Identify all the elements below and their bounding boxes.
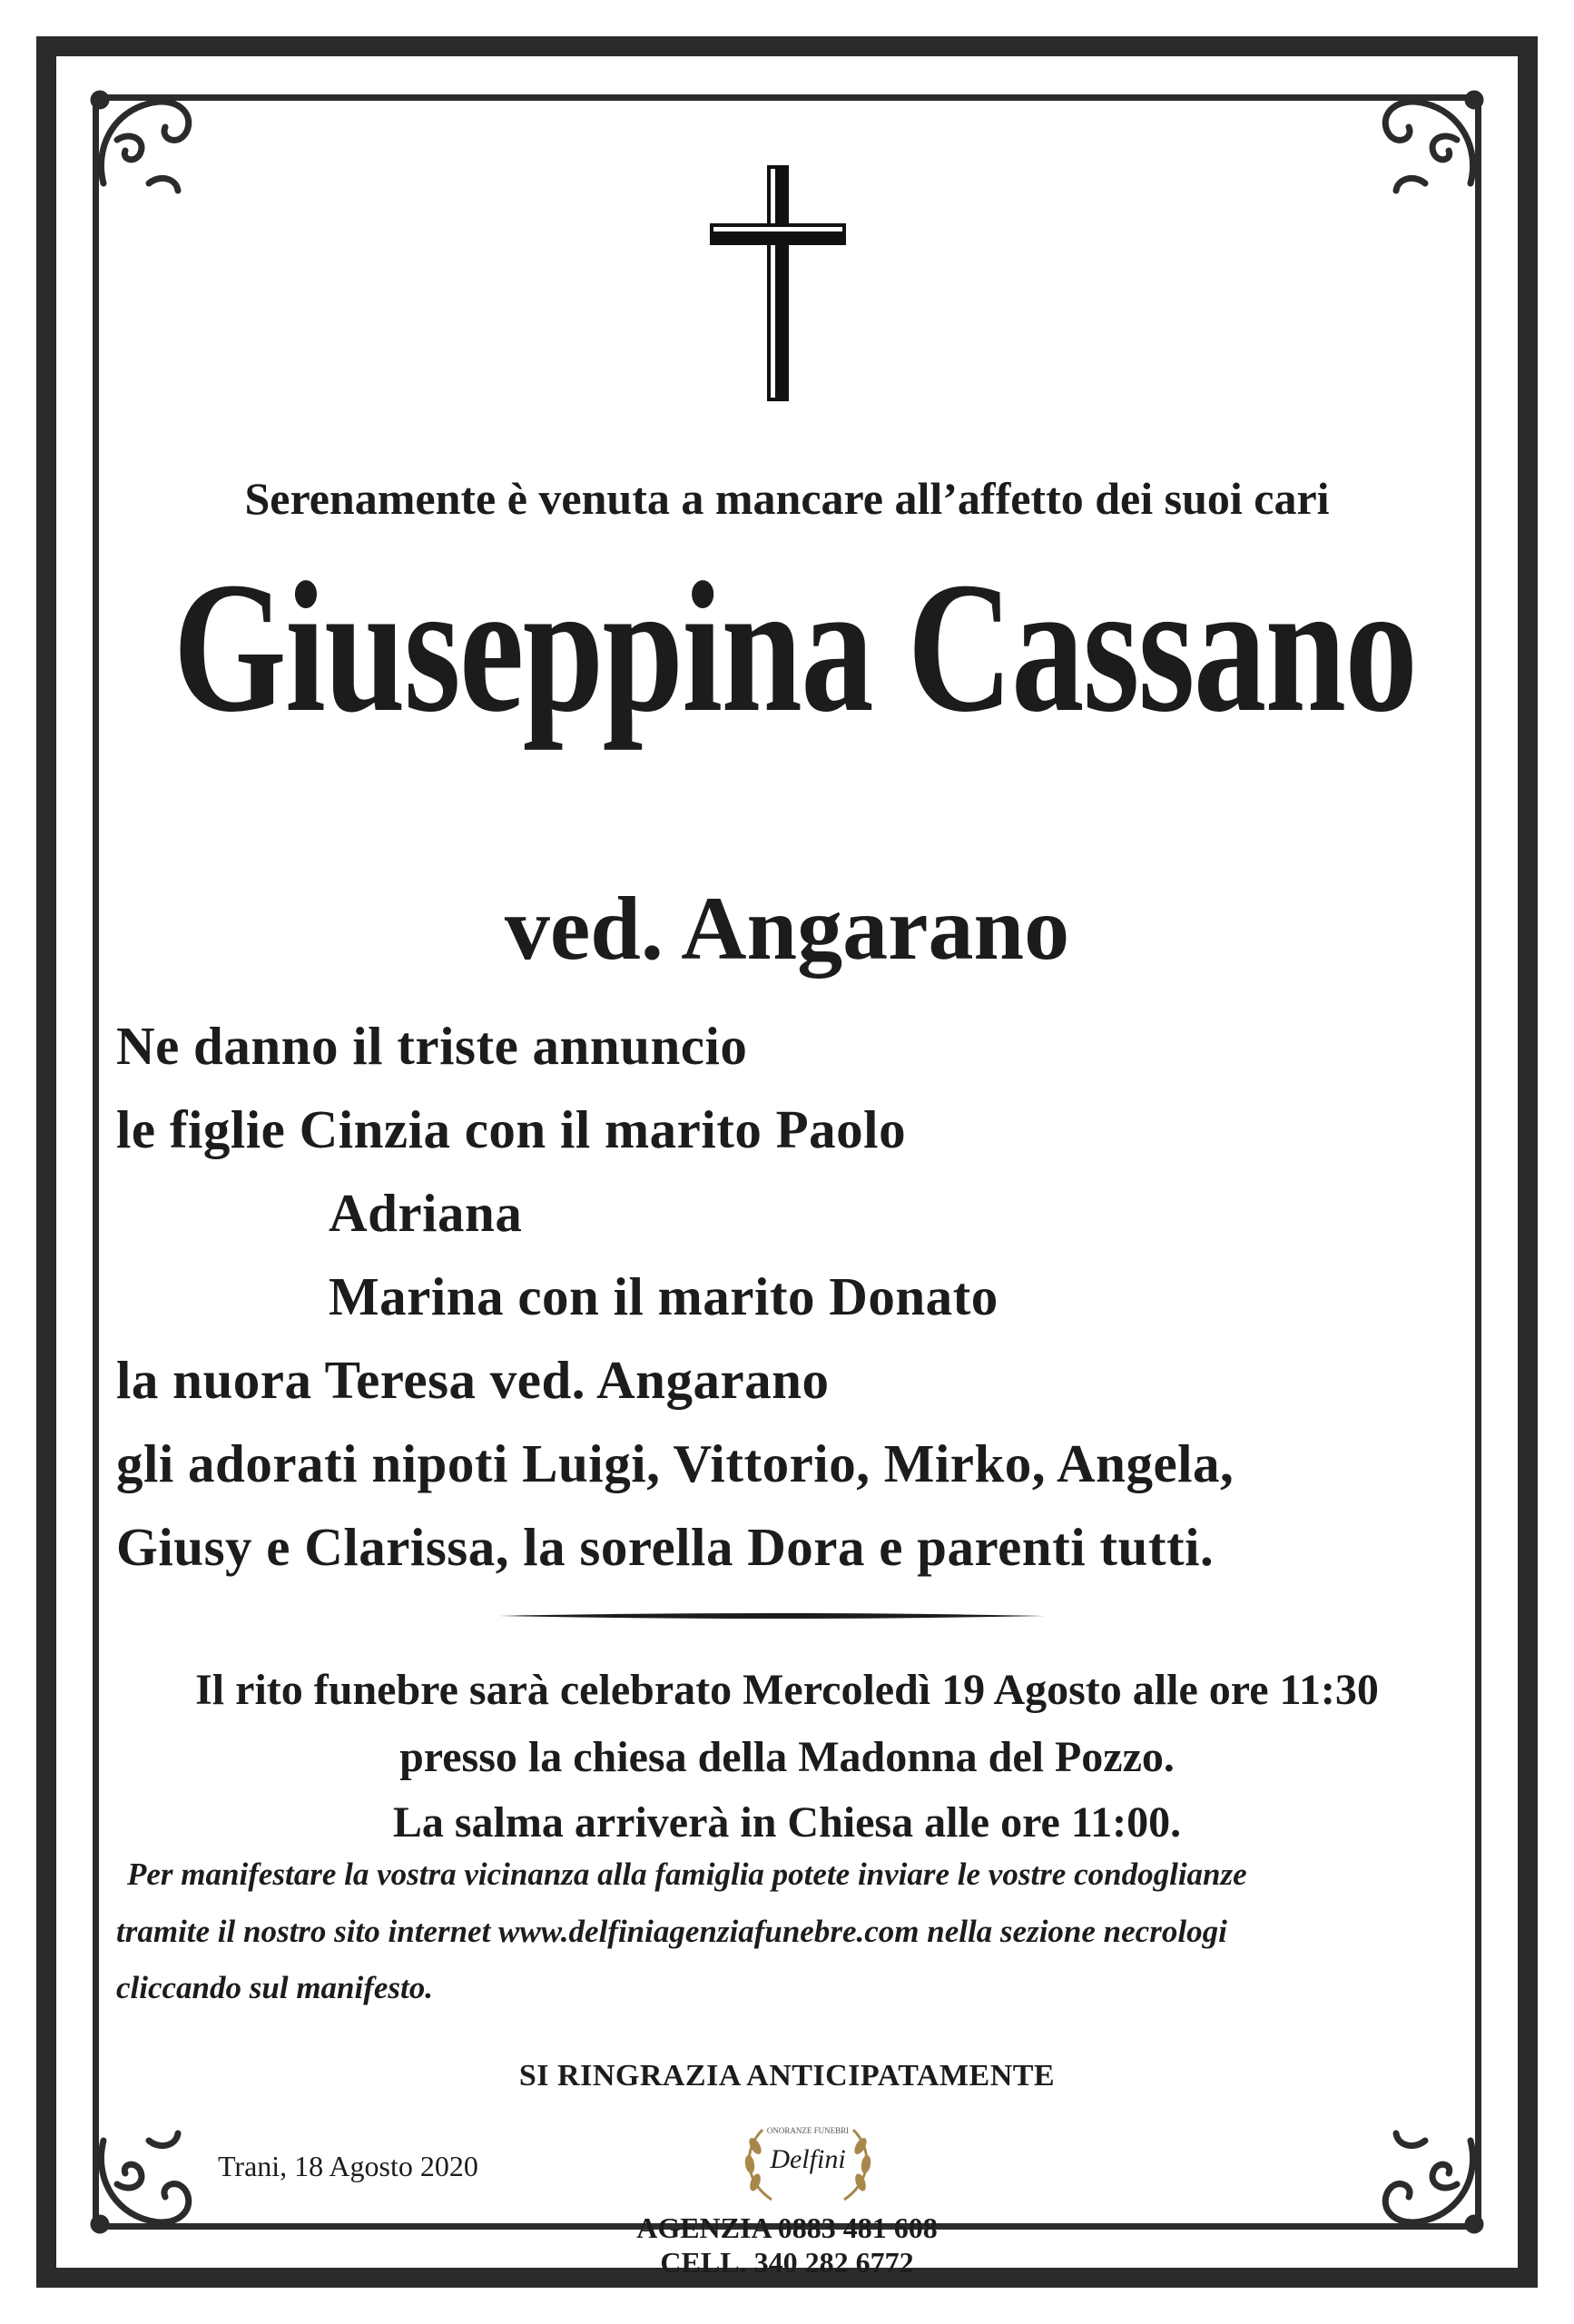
family-line: Marina con il marito Donato bbox=[329, 1266, 999, 1326]
family-line: le figlie Cinzia con il marito Paolo bbox=[116, 1099, 907, 1159]
condolence-line: tramite il nostro sito internet www.delfiniagenziafunebre.com nella sezione necrologi bbox=[116, 1914, 1227, 1949]
laurel-logo-icon bbox=[726, 2113, 890, 2213]
cross-icon bbox=[710, 165, 846, 401]
rite-line: La salma arriverà in Chiesa alle ore 11:00. bbox=[392, 1798, 1182, 1846]
rite-line: presso la chiesa della Madonna del Pozzo. bbox=[399, 1733, 1175, 1781]
condolence-line: Per manifestare la vostra vicinanza alla famiglia potete inviare le vostre condoglianze bbox=[127, 1856, 1247, 1892]
family-line: Ne danno il triste annuncio bbox=[116, 1016, 748, 1076]
logo-name: Delfini bbox=[770, 2144, 846, 2174]
family-line: Giusy e Clarissa, la sorella Dora e parenti tutti. bbox=[116, 1517, 1215, 1577]
widow-of-text: ved. Angarano bbox=[504, 878, 1070, 979]
deceased-name: Giuseppina Cassano bbox=[172, 543, 1417, 751]
condolence-line: cliccando sul manifesto. bbox=[116, 1970, 434, 2005]
family-line: Adriana bbox=[329, 1183, 523, 1243]
thanks-text: SI RINGRAZIA ANTICIPATAMENTE bbox=[518, 2059, 1056, 2093]
agency-phone: AGENZIA 0883 481 608 bbox=[636, 2211, 938, 2244]
cell-phone: CELL. 340 282 6772 bbox=[660, 2246, 914, 2279]
intro-text: Serenamente è venuta a mancare all’affetto dei suoi cari bbox=[244, 473, 1330, 524]
divider bbox=[499, 1611, 1044, 1620]
family-line: la nuora Teresa ved. Angarano bbox=[116, 1350, 830, 1410]
family-line: gli adorati nipoti Luigi, Vittorio, Mirko, Angela, bbox=[116, 1433, 1235, 1493]
rite-line: Il rito funebre sarà celebrato Mercoledì 19 Agosto alle ore 11:30 bbox=[195, 1666, 1379, 1714]
logo-tagline: ONORANZE FUNEBRI bbox=[766, 2126, 850, 2135]
place-date: Trani, 18 Agosto 2020 bbox=[218, 2150, 478, 2182]
inner-border-frame bbox=[93, 94, 1481, 2230]
